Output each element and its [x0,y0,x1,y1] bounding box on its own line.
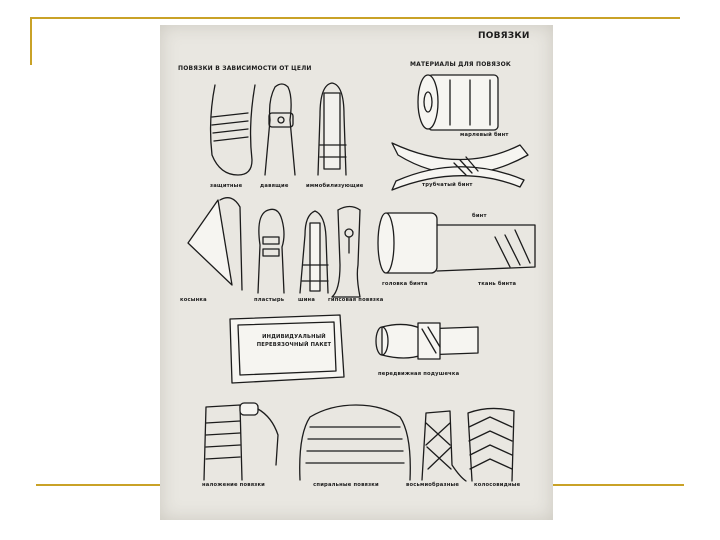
label-bandage-tail: ткань бинта [478,281,517,287]
scanned-page [160,25,553,520]
cast-leg-illustration [332,207,360,298]
frame-left-rule [30,17,32,65]
illustrations [160,25,553,520]
spiral-chest-illustration [300,405,411,480]
label-bandage: бинт [472,213,487,219]
applying-bandage-illustration [204,403,278,480]
label-figure-eight: восьмиобразные [406,482,460,488]
label-spike: колосовидные [474,482,521,488]
label-kerchief: косынка [180,297,207,303]
right-heading: МАТЕРИАЛЫ ДЛЯ ПОВЯЗОК [410,61,511,68]
label-tubular-bandage: трубчатый бинт [422,182,473,188]
immobilizing-arm-illustration [318,83,346,175]
label-dressing-packet: ИНДИВИДУАЛЬНЫЙ ПЕРЕВЯЗОЧНЫЙ ПАКЕТ [256,334,332,348]
label-applying-bandage: наложение повязки [202,482,266,488]
pressing-hand-illustration [265,84,295,175]
spike-thigh-illustration [468,408,514,481]
label-plaster: пластырь [254,297,285,303]
plaster-hand-illustration [258,209,284,293]
movable-pad-illustration [376,323,478,359]
label-bandage-head: головка бинта [382,281,428,287]
left-heading: ПОВЯЗКИ В ЗАВИСИМОСТИ ОТ ЦЕЛИ [178,65,312,72]
bandage-roll-illustration [378,213,535,273]
page-title: ПОВЯЗКИ [478,31,530,41]
label-protective: защитные [210,183,243,189]
label-cast: гипсовая повязка [328,297,384,303]
label-spiral: спиральные повязки [313,482,379,488]
splint-arm-illustration [300,211,328,293]
figure-eight-ankle-illustration [422,411,466,481]
label-splint: шина [298,297,316,303]
label-immobilizing: иммобилизующие [306,183,364,189]
gauze-roll-illustration [418,75,498,130]
label-gauze-bandage: марлевый бинт [460,132,509,138]
kerchief-illustration [188,198,242,290]
protective-arm-illustration [211,85,255,175]
dressing-packet-illustration [230,315,344,383]
label-movable-pad: передвижная подушечка [378,371,460,377]
label-pressing: давящие [260,183,289,189]
frame-top-rule [30,17,680,19]
